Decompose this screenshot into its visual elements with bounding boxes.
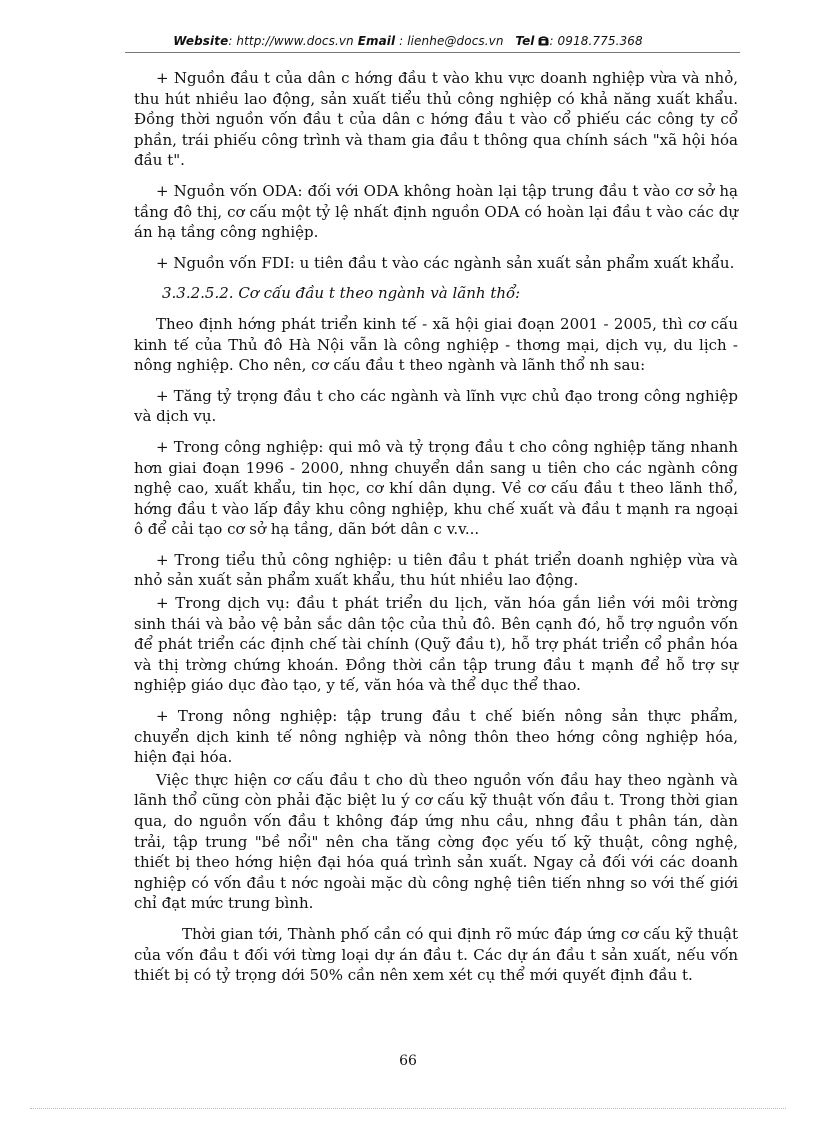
tel-label: Tel <box>515 34 535 48</box>
tel-value: : 0918.775.368 <box>549 34 643 48</box>
paragraph-services: + Trong dịch vụ: đầu t phát triển du lịch, văn hóa gắn liền với môi trờng sinh thái và bảo vệ bản sắc dân tộc của thủ đô. Bên cạnh đó, hỗ trợ nguồn vốn để phát triển các định chế tài chính (Quỹ đầu t), hỗ trợ phát triển cổ phần hóa và thị trờng chứng khoán. Đồng thời cần tập trung đầu t mạnh để hỗ trợ sự nghiệp giáo dục đào tạo, y tế, văn hóa và thể dục thể thao. <box>134 594 738 695</box>
website-value: : http://www.docs.vn <box>228 34 358 48</box>
website-label: Website <box>173 34 229 48</box>
paragraph-key-sectors: + Tăng tỷ trọng đầu t cho các ngành và lĩnh vực chủ đạo trong công nghiệp và dịch vụ. <box>134 386 738 426</box>
paragraph-future: Thời gian tới, Thành phố cần có qui định rõ mức đáp ứng cơ cấu kỹ thuật của vốn đầu t đối với từng loại dự án đầu t. Các dự án đầu t sản xuất, nếu vốn thiết bị có tỷ trọng dới 50% cần nên xem xét cụ thể mới quyết định đầu t. <box>134 924 738 985</box>
paragraph-industry: + Trong công nghiệp: qui mô và tỷ trọng đầu t cho công nghiệp tăng nhanh hơn giai đoạn 1996 - 2000, nhng chuyển dần sang u tiên cho các ngành công nghệ cao, xuất khẩu, tin học, cơ khí dân dụng. Về cơ cấu đầu t theo lãnh thổ, hớng đầu t vào lấp đầy khu công nghiệp, khu chế xuất và đầu t mạnh ra ngoại ô để cải tạo cơ sở hạ tầng, dãn bớt dân c v.v... <box>134 437 738 539</box>
paragraph-technical-structure: Việc thực hiện cơ cấu đầu t cho dù theo nguồn vốn đầu hay theo ngành và lãnh thổ cũng còn phải đặc biệt lu ý cơ cấu kỹ thuật vốn đầu t. Trong thời gian qua, do nguồn vốn đầu t không đáp ứng nhu cầu, nhng đầu t phân tán, dàn trải, tập trung "bề nổi" nên cha tăng cờng đọc yếu tố kỹ thuật, công nghệ, thiết bị theo hớng hiện đại hóa quá trình sản xuất. Ngay cả đối với các doanh nghiệp có vốn đầu t nớc ngoài mặc dù công nghệ tiên tiến nhng so với thế giới chỉ đạt mức trung bình. <box>134 770 738 913</box>
footer-divider <box>30 1108 786 1109</box>
phone-icon <box>538 34 549 48</box>
paragraph-household-capital: + Nguồn đầu t của dân c hớng đầu t vào khu vực doanh nghiệp vừa và nhỏ, thu hút nhiều lao động, sản xuất tiểu thủ công nghiệp có khả năng xuất khẩu. Đồng thời nguồn vốn đầu t của dân c hớng đầu t vào cổ phiếu các công ty cổ phần, trái phiếu công trình và tham gia đầu t thông qua chính sách "xã hội hóa đầu t". <box>134 69 738 170</box>
page-header <box>0 34 816 48</box>
paragraph-fdi-capital: + Nguồn vốn FDI: u tiên đầu t vào các ngành sản xuất sản phẩm xuất khẩu. <box>156 253 735 272</box>
document-body <box>134 68 738 996</box>
header-divider <box>125 52 740 53</box>
page-number: 66 <box>399 1053 417 1069</box>
email-value: : lienhe@docs.vn <box>395 34 508 48</box>
paragraph-oda-capital: + Nguồn vốn ODA: đối với ODA không hoàn lại tập trung đầu t vào cơ sở hạ tầng đô thị, cơ cấu một tỷ lệ nhất định nguồn ODA có hoàn lại đầu t vào các dự án hạ tầng công nghiệp. <box>134 181 738 242</box>
paragraph-orientation: Theo định hớng phát triển kinh tế - xã hội giai đoạn 2001 - 2005, thì cơ cấu kinh tế của Thủ đô Hà Nội vẫn là công nghiệp - thơng mại, dịch vụ, du lịch - nông nghiệp. Cho nên, cơ cấu đầu t theo ngành và lãnh thổ nh sau: <box>134 314 738 375</box>
paragraph-agriculture: + Trong nông nghiệp: tập trung đầu t chế biến nông sản thực phẩm, chuyển dịch kinh tế nông nghiệp và nông thôn theo hớng công nghiệp hóa, hiện đại hóa. <box>134 707 738 767</box>
section-heading: 3.3.2.5.2. Cơ cấu đầu t theo ngành và lãnh thổ: <box>162 284 521 303</box>
email-label: Email <box>357 34 396 48</box>
paragraph-handicraft: + Trong tiểu thủ công nghiệp: u tiên đầu t phát triển doanh nghiệp vừa và nhỏ sản xuất sản phẩm xuất khẩu, thu hút nhiều lao động. <box>134 550 738 590</box>
